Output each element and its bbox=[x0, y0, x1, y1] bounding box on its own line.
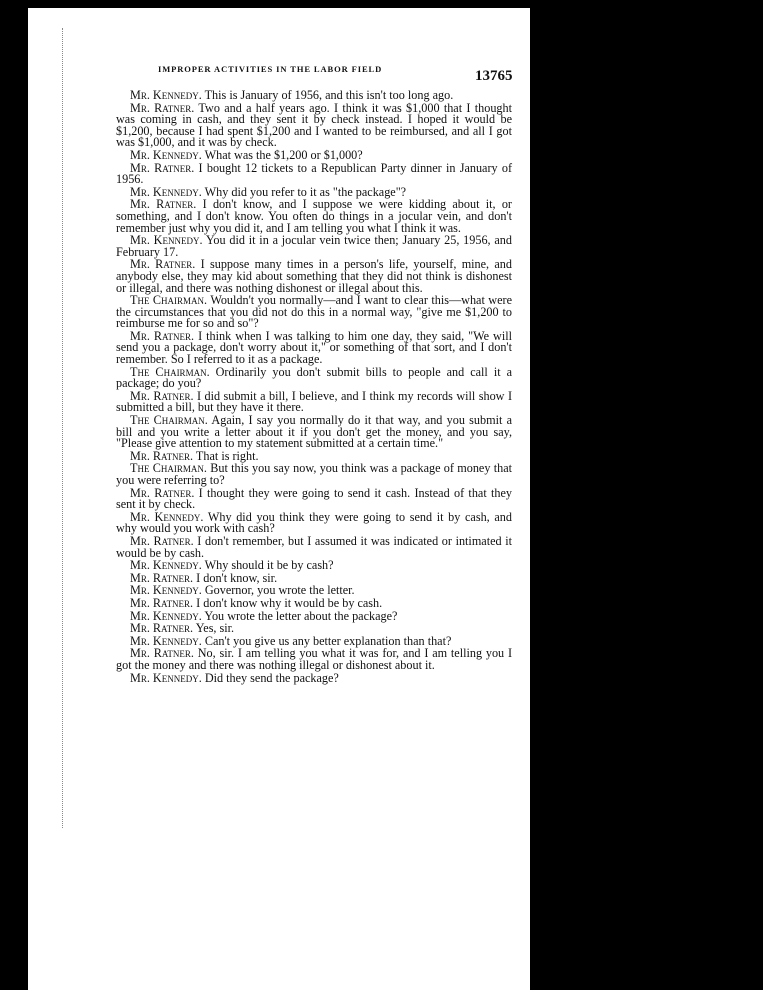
speech-text: I suppose many times in a person's life, yourself, mine, and anybody else, they may kid about something that they did not think is dishonest or illegal, and there was nothing dishonest or illegal about this. bbox=[116, 257, 512, 295]
speaker-name: Mr. Ratner. bbox=[130, 595, 194, 610]
transcript-paragraph bbox=[116, 463, 512, 486]
speech-text: That is right. bbox=[193, 448, 259, 463]
transcript-paragraph bbox=[116, 199, 512, 234]
speech-text: I don't know, sir. bbox=[193, 570, 278, 585]
speaker-name: Mr. Kennedy. bbox=[130, 233, 203, 248]
speaker-name: Mr. Kennedy. bbox=[130, 558, 202, 573]
transcript-paragraph bbox=[116, 648, 512, 671]
speaker-name: The Chairman. bbox=[130, 364, 210, 379]
speaker-name: Mr. Ratner. bbox=[130, 328, 195, 343]
speaker-name: Mr. Ratner. bbox=[130, 485, 195, 500]
speech-text: Why should it be by cash? bbox=[201, 558, 334, 573]
transcript-paragraph bbox=[116, 485, 513, 512]
transcript-paragraph bbox=[116, 415, 512, 450]
transcript-paragraph bbox=[116, 160, 513, 187]
speaker-name: Mr. Kennedy. bbox=[130, 608, 202, 623]
speech-text: I bought 12 tickets to a Republican Party dinner in January of 1956. bbox=[116, 160, 513, 187]
speaker-name: Mr. Ratner. bbox=[130, 197, 197, 212]
speech-text: Two and a half years ago. I think it was $1,000 that I thought was coming in cash, and they sent it by check instead. I hoped it would be $1,200, because I had spent $1,200 and I wanted to be reimbursed, and all I got was $1,000, and it was by check. bbox=[116, 100, 512, 150]
transcript-paragraph bbox=[116, 533, 512, 560]
page-number: 13765 bbox=[475, 68, 513, 84]
speaker-name: Mr. Ratner. bbox=[130, 448, 194, 463]
transcript-paragraph bbox=[116, 388, 512, 415]
speaker-name: Mr. Kennedy. bbox=[130, 670, 202, 685]
speaker-name: Mr. Kennedy. bbox=[130, 147, 202, 162]
speech-text: You wrote the letter about the package? bbox=[201, 608, 398, 623]
speaker-name: Mr. Kennedy. bbox=[130, 509, 204, 524]
speech-text: Governor, you wrote the letter. bbox=[201, 583, 355, 598]
speaker-name: The Chairman. bbox=[130, 461, 207, 476]
speaker-name: The Chairman. bbox=[130, 413, 208, 428]
speech-text: But this you say now, you think was a package of money that you were referring to? bbox=[116, 461, 512, 487]
speech-text: I don't know why it would be by cash. bbox=[193, 595, 383, 610]
speech-text: Ordinarily you don't submit bills to people and call it a package; do you? bbox=[116, 364, 512, 391]
document-page bbox=[28, 8, 530, 990]
speaker-name: The Chairman. bbox=[130, 293, 208, 308]
speaker-name: Mr. Ratner. bbox=[130, 160, 195, 175]
running-header: IMPROPER ACTIVITIES IN THE LABOR FIELD bbox=[158, 64, 383, 74]
speech-text: I think when I was talking to him one day, they said, "We will send you a package, don't worry about it," or something of that sort, and I don't remember. So I referred to it as a package. bbox=[116, 328, 513, 367]
transcript-paragraph bbox=[116, 328, 513, 367]
speech-text: Why did you think they were going to send it by cash, and why would you work with cash? bbox=[116, 509, 512, 536]
transcript-paragraph bbox=[116, 235, 512, 258]
speaker-name: Mr. Ratner. bbox=[130, 100, 195, 115]
speech-text: Again, I say you normally do it that way, and you submit a bill and you write a letter about it if you don't get the money, and you say, "Please give attention to my statement submitted at a certain time." bbox=[116, 413, 512, 451]
speech-text: Did they send the package? bbox=[201, 670, 339, 685]
transcript-paragraph bbox=[116, 295, 512, 330]
transcript-paragraph bbox=[116, 670, 512, 685]
margin-rule bbox=[62, 28, 64, 828]
speaker-name: Mr. Kennedy. bbox=[130, 88, 202, 102]
speech-text: I don't remember, but I assumed it was indicated or intimated it would be by cash. bbox=[116, 533, 512, 560]
transcript-paragraph bbox=[116, 364, 512, 391]
speaker-name: Mr. Kennedy. bbox=[130, 633, 202, 648]
speaker-name: Mr. Ratner. bbox=[130, 388, 194, 403]
speaker-name: Mr. Ratner. bbox=[130, 533, 194, 548]
speech-text: I thought they were going to send it cash. Instead of that they sent it by check. bbox=[116, 485, 513, 512]
speaker-name: Mr. Ratner. bbox=[130, 621, 194, 636]
speech-text: I did submit a bill, I believe, and I think my records will show I submitted a bill, but they have it there. bbox=[116, 388, 512, 415]
speaker-name: Mr. Kennedy. bbox=[130, 583, 202, 598]
speech-text: This is January of 1956, and this isn't too long ago. bbox=[201, 88, 454, 102]
speech-text: Wouldn't you normally—and I want to clear this—what were the circumstances that you did not do this in a normal way, "give me $1,200 to reimburse me for so and so"? bbox=[116, 293, 512, 331]
speech-text: You did it in a jocular vein twice then; January 25, 1956, and February 17. bbox=[116, 233, 512, 259]
speaker-name: Mr. Ratner. bbox=[130, 646, 194, 661]
speech-text: Yes, sir. bbox=[193, 621, 235, 636]
speaker-name: Mr. Ratner. bbox=[130, 257, 196, 272]
transcript-paragraph bbox=[116, 100, 512, 150]
transcript-paragraph bbox=[116, 259, 512, 294]
transcript-body bbox=[116, 90, 512, 685]
speech-text: Why did you refer to it as "the package"? bbox=[201, 184, 407, 199]
speech-text: I don't know, and I suppose we were kidding about it, or something, and I don't know. You often do things in a jocular vein, and don't remember just why you did it, and I am telling you what I think it was. bbox=[116, 197, 512, 235]
speech-text: Can't you give us any better explanation than that? bbox=[201, 633, 452, 648]
speaker-name: Mr. Kennedy. bbox=[130, 184, 202, 199]
speech-text: No, sir. I am telling you what it was for, and I am telling you I got the money and there was nothing illegal or dishonest about it. bbox=[116, 646, 513, 672]
transcript-paragraph bbox=[116, 509, 512, 536]
speech-text: What was the $1,200 or $1,000? bbox=[201, 147, 363, 162]
speaker-name: Mr. Ratner. bbox=[130, 570, 194, 585]
